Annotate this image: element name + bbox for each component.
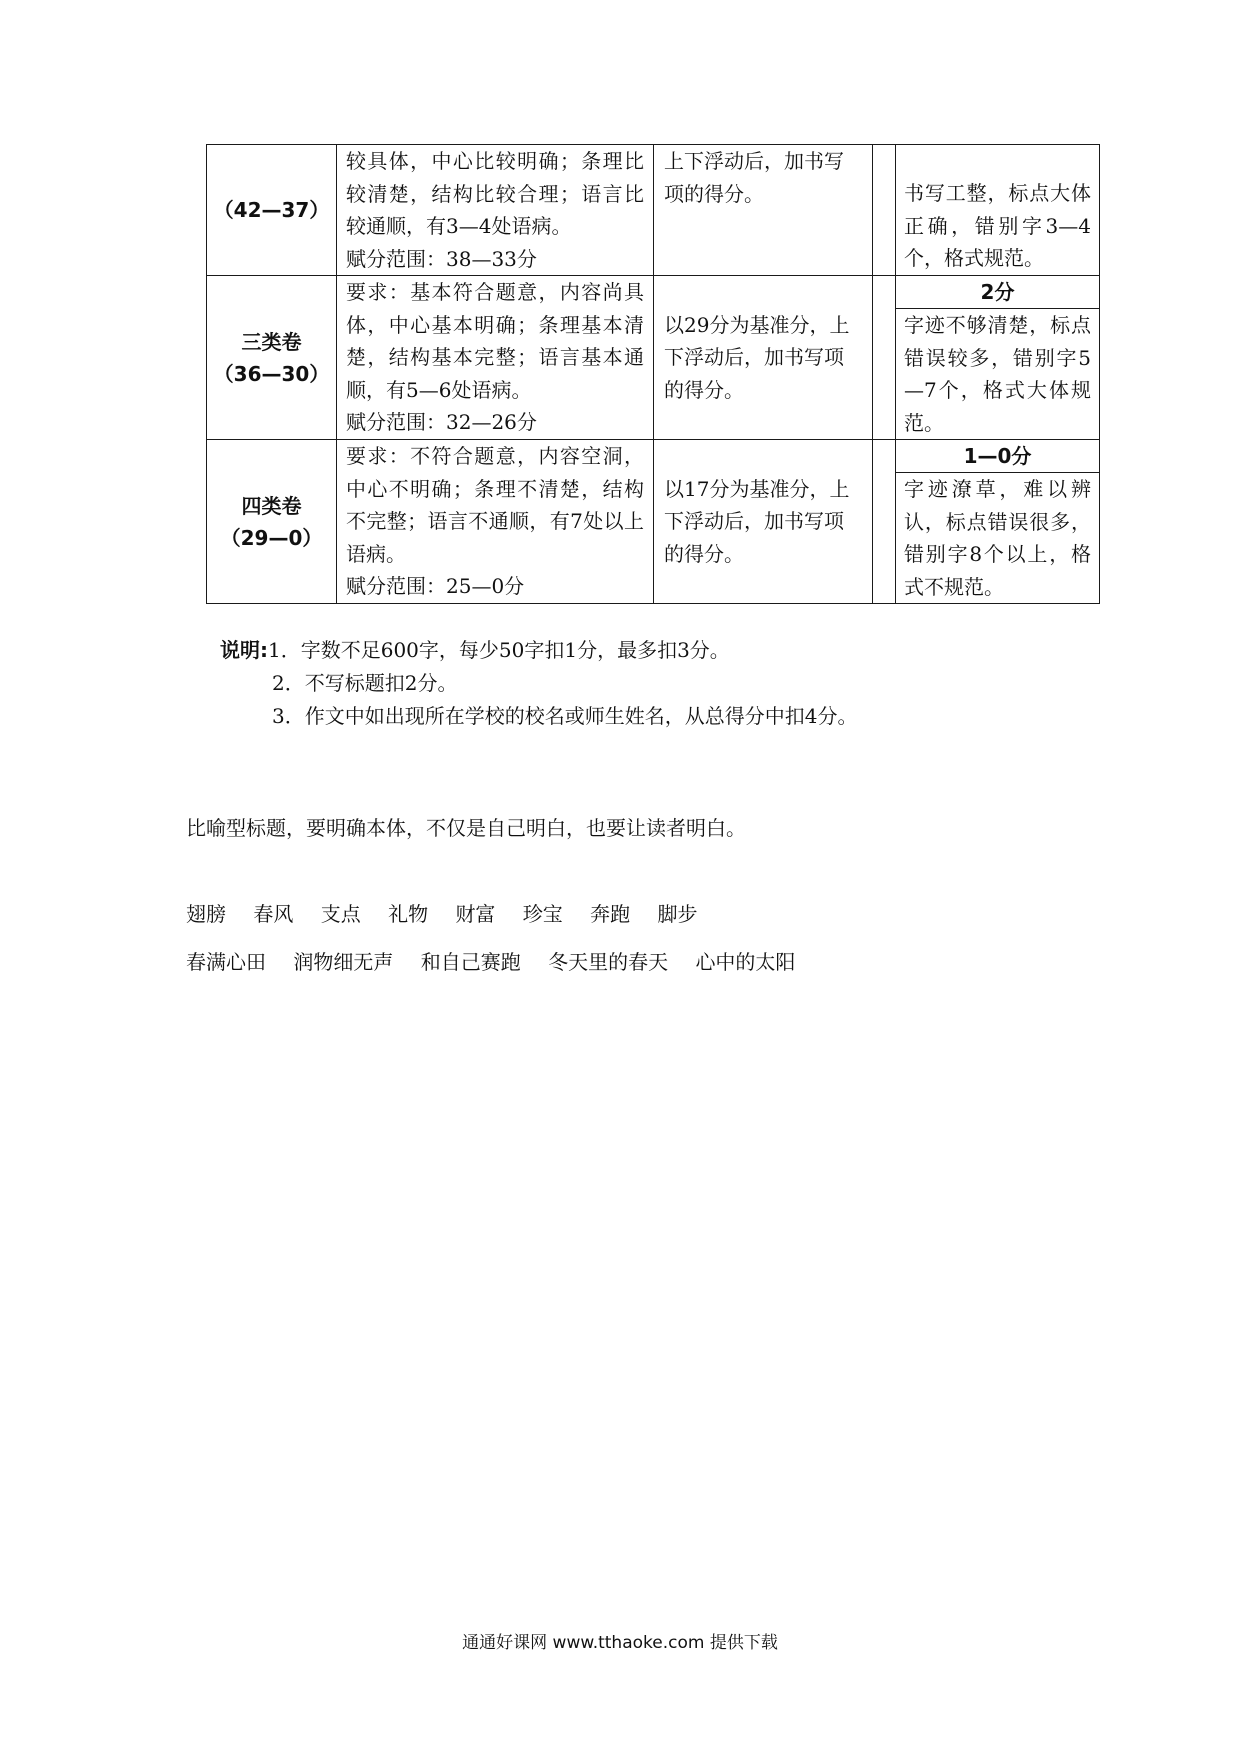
category-cell <box>207 276 337 440</box>
category-cell <box>207 145 337 276</box>
base-score-text: 以29分为基准分，上下浮动后，加书写项的得分。 <box>664 312 850 402</box>
notes-section <box>220 634 857 733</box>
writing-text: 书写工整，标点大体正确，错别字3—4个，格式规范。 <box>904 181 1091 270</box>
base-score-cell <box>654 145 873 276</box>
word-item: 润物细无声 <box>293 950 394 974</box>
note-text: 2．不写标题扣2分。 <box>272 671 458 695</box>
word-item: 和自己赛跑 <box>420 950 521 974</box>
word-item: 礼物 <box>388 902 429 926</box>
score-range: 赋分范围：25—0分 <box>346 574 525 598</box>
writing-cell <box>896 145 1100 276</box>
note-text: 1．字数不足600字，每少50字扣1分，最多扣3分。 <box>268 638 730 662</box>
word-item: 脚步 <box>657 902 698 926</box>
writing-text: 字迹潦草，难以辨认，标点错误很多，错别字8个以上，格式不规范。 <box>904 477 1091 599</box>
table-row <box>207 276 1100 440</box>
page-footer: 通通好课网 www.tthaoke.com 提供下载 <box>462 1633 778 1653</box>
table-row <box>207 440 1100 604</box>
writing-score-header: 1—0分 <box>896 440 1099 473</box>
score-range: 赋分范围：32—26分 <box>346 410 537 434</box>
grading-table <box>206 144 1100 604</box>
note-item <box>220 700 857 733</box>
category-cell <box>207 440 337 604</box>
word-list-1 <box>186 898 719 927</box>
word-item: 心中的太阳 <box>695 950 796 974</box>
word-item: 珍宝 <box>522 902 563 926</box>
requirement-text: 较具体，中心比较明确；条理比较清楚，结构比较合理；语言比较通顺，有3—4处语病。 <box>346 149 644 238</box>
category-range: （36—30） <box>213 361 330 386</box>
word-item: 支点 <box>320 902 361 926</box>
requirement-cell <box>337 440 654 604</box>
base-score-text: 以17分为基准分，上下浮动后，加书写项的得分。 <box>664 476 850 566</box>
note-item <box>220 634 857 667</box>
word-item: 春满心田 <box>186 950 266 974</box>
category-name: 四类卷 <box>241 493 302 518</box>
body-paragraph: 比喻型标题，要明确本体，不仅是自己明白，也要让读者明白。 <box>186 816 746 840</box>
requirement-cell <box>337 276 654 440</box>
table-row <box>207 145 1100 276</box>
category-range: （29—0） <box>220 525 323 550</box>
spacer-cell <box>873 276 896 440</box>
note-text: 3．作文中如出现所在学校的校名或师生姓名，从总得分中扣4分。 <box>272 704 858 728</box>
note-item <box>220 667 857 700</box>
base-score-cell <box>654 440 873 604</box>
requirement-text: 要求：不符合题意，内容空洞，中心不明确；条理不清楚，结构不完整；语言不通顺，有7处以上语病。 <box>346 444 644 566</box>
base-score-cell <box>654 276 873 440</box>
score-range: 赋分范围：38—33分 <box>346 246 537 271</box>
spacer-cell <box>873 440 896 604</box>
requirement-cell <box>337 145 654 276</box>
category-name: 三类卷 <box>241 329 302 354</box>
word-item: 财富 <box>455 902 496 926</box>
writing-cell <box>896 276 1100 440</box>
word-item: 冬天里的春天 <box>548 950 669 974</box>
spacer-cell <box>873 145 896 276</box>
writing-text: 字迹不够清楚，标点错误较多，错别字5—7个，格式大体规范。 <box>904 313 1091 435</box>
category-range: （42—37） <box>213 198 330 222</box>
base-score-text: 上下浮动后，加书写项的得分。 <box>664 149 844 206</box>
writing-score-header: 2分 <box>896 276 1099 309</box>
writing-cell <box>896 440 1100 604</box>
word-item: 翅膀 <box>186 902 226 926</box>
word-item: 春风 <box>253 902 294 926</box>
requirement-text: 要求：基本符合题意，内容尚具体，中心基本明确；条理基本清楚，结构基本完整；语言基本通顺，有5—6处语病。 <box>346 280 644 402</box>
word-list-2 <box>186 946 816 975</box>
notes-label: 说明: <box>220 638 268 662</box>
word-item: 奔跑 <box>590 902 631 926</box>
